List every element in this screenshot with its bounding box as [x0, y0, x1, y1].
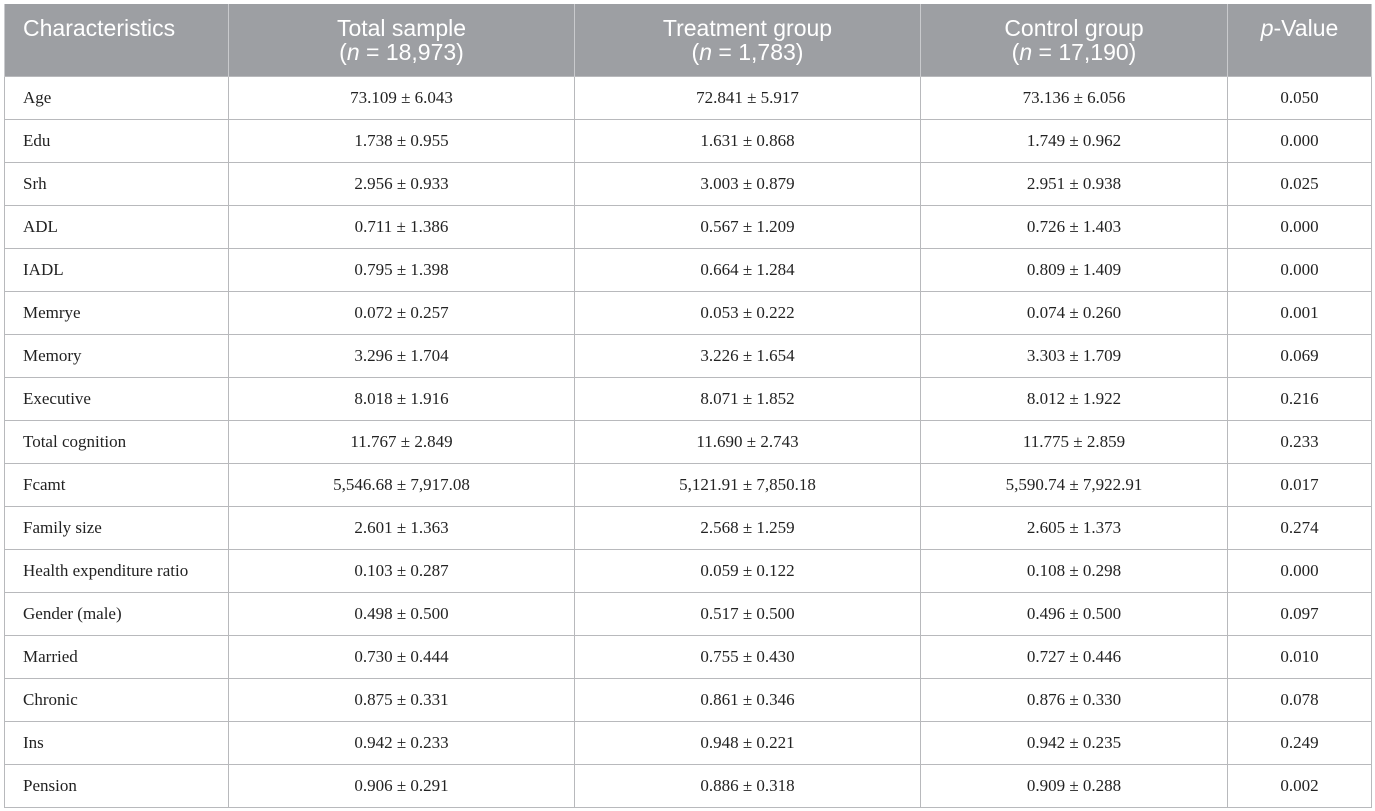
row-label: Total cognition: [5, 420, 229, 463]
table-row: [5, 162, 1372, 205]
control-group-cell: 2.605 ± 1.373: [921, 506, 1228, 549]
header-treatment-title: Treatment group: [662, 14, 833, 41]
treatment-group-cell: 72.841 ± 5.917: [575, 76, 921, 119]
p-value-cell: 0.017: [1228, 463, 1372, 506]
control-group-cell: 8.012 ± 1.922: [921, 377, 1228, 420]
p-value-cell: 0.002: [1228, 764, 1372, 807]
control-group-cell: 0.726 ± 1.403: [921, 205, 1228, 248]
total-sample-cell: 2.601 ± 1.363: [229, 506, 575, 549]
control-group-cell: 11.775 ± 2.859: [921, 420, 1228, 463]
data-table: [4, 4, 1372, 808]
row-label: Gender (male): [5, 592, 229, 635]
total-sample-cell: 11.767 ± 2.849: [229, 420, 575, 463]
row-label: ADL: [5, 205, 229, 248]
total-sample-cell: 0.498 ± 0.500: [229, 592, 575, 635]
table-body: [5, 76, 1372, 807]
total-sample-cell: 0.795 ± 1.398: [229, 248, 575, 291]
total-sample-cell: 0.072 ± 0.257: [229, 291, 575, 334]
treatment-group-cell: 3.003 ± 0.879: [575, 162, 921, 205]
table-row: [5, 76, 1372, 119]
treatment-group-cell: 0.861 ± 0.346: [575, 678, 921, 721]
treatment-group-cell: 0.059 ± 0.122: [575, 549, 921, 592]
row-label: Pension: [5, 764, 229, 807]
p-value-cell: 0.000: [1228, 549, 1372, 592]
control-group-cell: 1.749 ± 0.962: [921, 119, 1228, 162]
p-value-cell: 0.000: [1228, 119, 1372, 162]
total-sample-cell: 73.109 ± 6.043: [229, 76, 575, 119]
total-sample-cell: 0.103 ± 0.287: [229, 549, 575, 592]
total-sample-cell: 3.296 ± 1.704: [229, 334, 575, 377]
control-group-cell: 0.809 ± 1.409: [921, 248, 1228, 291]
header-total-n: (n = 18,973): [339, 38, 464, 65]
control-group-cell: 0.909 ± 0.288: [921, 764, 1228, 807]
p-value-cell: 0.050: [1228, 76, 1372, 119]
treatment-group-cell: 2.568 ± 1.259: [575, 506, 921, 549]
p-value-cell: 0.025: [1228, 162, 1372, 205]
control-group-cell: 0.727 ± 0.446: [921, 635, 1228, 678]
header-total-sample: [229, 4, 575, 76]
control-group-cell: 5,590.74 ± 7,922.91: [921, 463, 1228, 506]
control-group-cell: 0.876 ± 0.330: [921, 678, 1228, 721]
p-value-cell: 0.216: [1228, 377, 1372, 420]
treatment-group-cell: 1.631 ± 0.868: [575, 119, 921, 162]
p-value-cell: 0.097: [1228, 592, 1372, 635]
p-value-cell: 0.249: [1228, 721, 1372, 764]
control-group-cell: 0.496 ± 0.500: [921, 592, 1228, 635]
total-sample-cell: 1.738 ± 0.955: [229, 119, 575, 162]
characteristics-table: [4, 4, 1371, 808]
header-characteristics: Characteristics: [5, 4, 229, 76]
p-value-cell: 0.001: [1228, 291, 1372, 334]
header-row: [5, 4, 1372, 76]
control-group-cell: 0.942 ± 0.235: [921, 721, 1228, 764]
control-group-cell: 3.303 ± 1.709: [921, 334, 1228, 377]
table-row: [5, 420, 1372, 463]
header-treatment-group: [575, 4, 921, 76]
table-row: [5, 506, 1372, 549]
treatment-group-cell: 11.690 ± 2.743: [575, 420, 921, 463]
header-p-value: p-Value: [1228, 4, 1372, 76]
table-row: [5, 635, 1372, 678]
table-row: [5, 678, 1372, 721]
control-group-cell: 2.951 ± 0.938: [921, 162, 1228, 205]
control-group-cell: 0.108 ± 0.298: [921, 549, 1228, 592]
p-value-cell: 0.010: [1228, 635, 1372, 678]
treatment-group-cell: 0.664 ± 1.284: [575, 248, 921, 291]
header-treatment-n: (n = 1,783): [691, 38, 804, 65]
row-label: Ins: [5, 721, 229, 764]
total-sample-cell: 0.906 ± 0.291: [229, 764, 575, 807]
p-value-cell: 0.000: [1228, 205, 1372, 248]
row-label: Married: [5, 635, 229, 678]
row-label: Memory: [5, 334, 229, 377]
row-label: Health expenditure ratio: [5, 549, 229, 592]
table-row: [5, 248, 1372, 291]
total-sample-cell: 0.875 ± 0.331: [229, 678, 575, 721]
table-header: [5, 4, 1372, 76]
total-sample-cell: 0.711 ± 1.386: [229, 205, 575, 248]
treatment-group-cell: 8.071 ± 1.852: [575, 377, 921, 420]
table-row: [5, 463, 1372, 506]
p-value-cell: 0.274: [1228, 506, 1372, 549]
row-label: Fcamt: [5, 463, 229, 506]
row-label: Srh: [5, 162, 229, 205]
row-label: Family size: [5, 506, 229, 549]
treatment-group-cell: 3.226 ± 1.654: [575, 334, 921, 377]
p-value-cell: 0.069: [1228, 334, 1372, 377]
row-label: Executive: [5, 377, 229, 420]
treatment-group-cell: 0.053 ± 0.222: [575, 291, 921, 334]
control-group-cell: 0.074 ± 0.260: [921, 291, 1228, 334]
header-control-title: Control group: [1004, 14, 1144, 41]
p-value-cell: 0.078: [1228, 678, 1372, 721]
row-label: Chronic: [5, 678, 229, 721]
table-row: [5, 205, 1372, 248]
table-row: [5, 764, 1372, 807]
total-sample-cell: 8.018 ± 1.916: [229, 377, 575, 420]
table-row: [5, 377, 1372, 420]
treatment-group-cell: 0.948 ± 0.221: [575, 721, 921, 764]
header-total-title: Total sample: [336, 14, 467, 41]
treatment-group-cell: 0.517 ± 0.500: [575, 592, 921, 635]
total-sample-cell: 0.730 ± 0.444: [229, 635, 575, 678]
treatment-group-cell: 5,121.91 ± 7,850.18: [575, 463, 921, 506]
treatment-group-cell: 0.567 ± 1.209: [575, 205, 921, 248]
header-control-group: [921, 4, 1228, 76]
p-value-cell: 0.233: [1228, 420, 1372, 463]
p-value-cell: 0.000: [1228, 248, 1372, 291]
table-row: [5, 549, 1372, 592]
row-label: Age: [5, 76, 229, 119]
total-sample-cell: 0.942 ± 0.233: [229, 721, 575, 764]
control-group-cell: 73.136 ± 6.056: [921, 76, 1228, 119]
table-row: [5, 291, 1372, 334]
row-label: IADL: [5, 248, 229, 291]
total-sample-cell: 2.956 ± 0.933: [229, 162, 575, 205]
table-row: [5, 119, 1372, 162]
row-label: Memrye: [5, 291, 229, 334]
table-row: [5, 592, 1372, 635]
row-label: Edu: [5, 119, 229, 162]
header-control-n: (n = 17,190): [1011, 38, 1137, 65]
table-row: [5, 721, 1372, 764]
treatment-group-cell: 0.886 ± 0.318: [575, 764, 921, 807]
table-row: [5, 334, 1372, 377]
total-sample-cell: 5,546.68 ± 7,917.08: [229, 463, 575, 506]
treatment-group-cell: 0.755 ± 0.430: [575, 635, 921, 678]
